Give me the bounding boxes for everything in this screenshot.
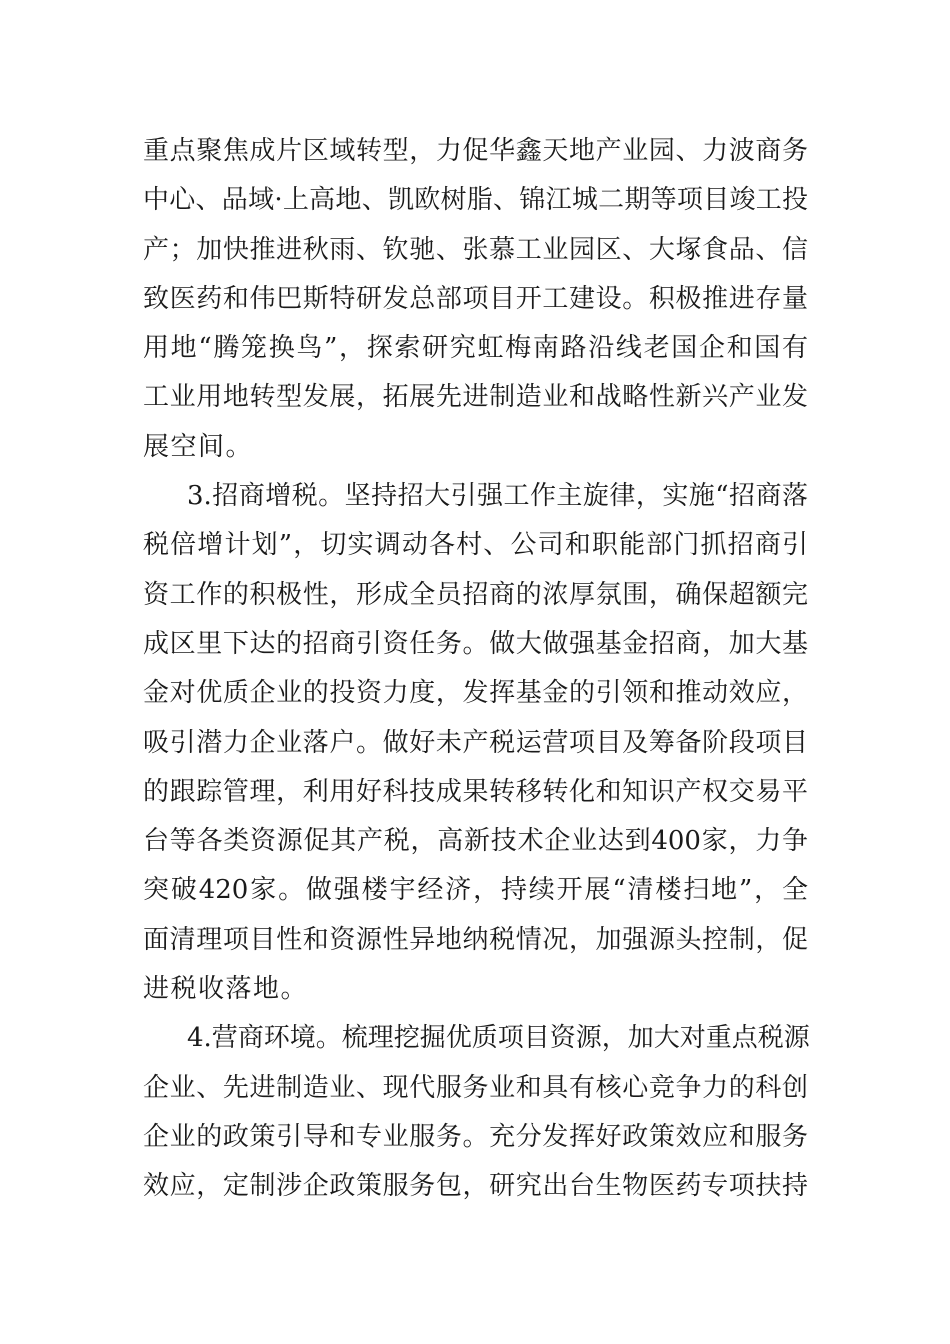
text-line: 重点聚焦成片区域转型，力促华鑫天地产业园、力波商务 bbox=[143, 136, 808, 166]
text-line: 工业用地转型发展，拓展先进制造业和战略性新兴产业发 bbox=[143, 382, 808, 413]
text-line: 进税收落地。 bbox=[143, 974, 309, 1005]
text-line: 吸引潜力企业落户。做好未产税运营项目及筹备阶段项目 bbox=[143, 727, 808, 758]
text-line: 突破420家。做强楼宇经济，持续开展“清楼扫地”，全 bbox=[143, 875, 808, 906]
text-line: 企业的政策引导和专业服务。充分发挥好政策效应和服务 bbox=[143, 1121, 808, 1152]
text-line: 4.营商环境。梳理挖掘优质项目资源，加大对重点税源 bbox=[187, 1023, 810, 1054]
text-line: 致医药和伟巴斯特研发总部项目开工建设。积极推进存量 bbox=[143, 283, 808, 314]
paragraph-business-environment bbox=[143, 1014, 808, 1211]
text-line: 企业、先进制造业、现代服务业和具有核心竞争力的科创 bbox=[143, 1072, 808, 1103]
text-line: 效应，定制涉企政策服务包，研究出台生物医药专项扶持 bbox=[143, 1171, 808, 1202]
text-line: 中心、品域·上高地、凯欧树脂、锦江城二期等项目竣工投 bbox=[143, 185, 808, 216]
text-line: 的跟踪管理，利用好科技成果转移转化和知识产权交易平 bbox=[143, 776, 808, 807]
text-line: 3.招商增税。坚持招大引强工作主旋律，实施“招商落 bbox=[187, 481, 808, 512]
text-line: 用地“腾笼换鸟”，探索研究虹梅南路沿线老国企和国有 bbox=[143, 333, 808, 364]
document-body bbox=[143, 127, 808, 1212]
text-line: 展空间。 bbox=[143, 431, 254, 462]
text-line: 金对优质企业的投资力度，发挥基金的引领和推动效应， bbox=[143, 678, 808, 709]
text-line: 资工作的积极性，形成全员招商的浓厚氛围，确保超额完 bbox=[143, 579, 808, 610]
paragraph-continuation bbox=[143, 127, 808, 472]
text-line: 税倍增计划”，切实调动各村、公司和职能部门抓招商引 bbox=[143, 530, 808, 561]
text-line: 成区里下达的招商引资任务。做大做强基金招商，加大基 bbox=[143, 628, 808, 659]
text-line: 台等各类资源促其产税，高新技术企业达到400家，力争 bbox=[143, 826, 808, 857]
text-line: 产；加快推进秋雨、钦驰、张慕工业园区、大塚食品、信 bbox=[143, 234, 808, 265]
text-line: 面清理项目性和资源性异地纳税情况，加强源头控制，促 bbox=[143, 924, 808, 955]
paragraph-investment bbox=[143, 472, 808, 1014]
